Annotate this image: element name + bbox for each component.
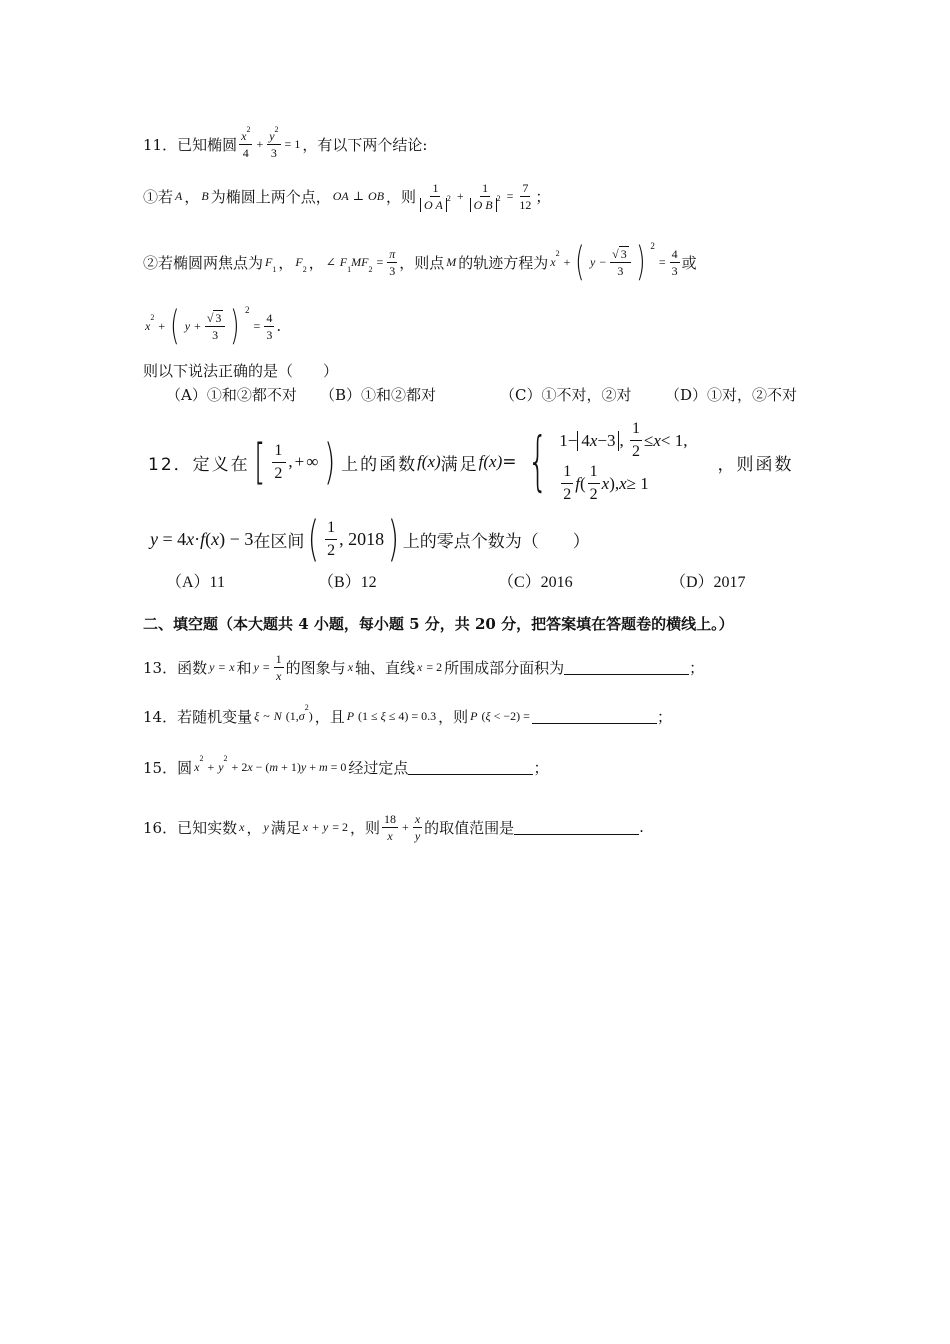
q14-t1: 若随机变量 bbox=[177, 707, 253, 726]
q13-t1: 函数 bbox=[177, 658, 208, 677]
q12-on: 上的函数 bbox=[341, 454, 418, 475]
q14-answer-blank[interactable] bbox=[532, 709, 657, 724]
q12-stem: 12．定义在 [ $\frac{1}{2}$ ,+∞ ) 上的函数 f(x) 满足 f(x) = { 1− 4x−3 , $\frac{1}{2}$ ≤ x < 1, $\frac{1}{2}$ f ( $\frac{1}{2}$ x ), x ≥ 1 ，则函数 bbox=[148, 420, 794, 503]
q15-number: 15． bbox=[143, 758, 178, 777]
q12-option-a: （A）11 bbox=[166, 574, 225, 591]
q16: 16． 已知实数 x ， y 满足 x + y = 2 ，则 $\frac{18}{x}$ + $\frac{x}{y}$ 的取值范围是 . bbox=[143, 811, 644, 843]
q12-stem-cont: y = 4x·f(x) − 3 在区间 ( $\frac{1}{2}$ , 2018 ) 上的零点个数为（ ） bbox=[150, 511, 590, 567]
fraction-sqrt3-3: $\frac{√ 3}{3}$ bbox=[610, 247, 631, 278]
q11-question-text: 则以下说法正确的是（ ） bbox=[143, 361, 339, 380]
fraction-7-12: $\frac{7}{12}$ bbox=[519, 180, 532, 212]
q15-t2: 经过定点 bbox=[348, 758, 409, 777]
fraction-pi-3: $\frac{\pi}{3}$ bbox=[389, 246, 396, 278]
q12-option-d: （D）2017 bbox=[670, 574, 746, 591]
fraction-1-oa2: $\frac{1}{O A ^2}$ bbox=[418, 181, 453, 212]
q16-answer-blank[interactable] bbox=[514, 820, 639, 835]
fraction-1-ob2: $\frac{1}{O B ^2}$ bbox=[468, 181, 503, 212]
q12-then: ，则函数 bbox=[717, 454, 794, 475]
q12-satisfies: 满足 bbox=[440, 454, 479, 475]
q11-option-d: （D）①对，②不对 bbox=[665, 386, 798, 404]
q11-claim2-mid: ，则点 bbox=[399, 253, 445, 272]
q13-axis: 轴、直线 bbox=[355, 658, 416, 677]
fraction-x-y: $\frac{x}{y}$ bbox=[414, 811, 421, 843]
q14-t2: ，且 bbox=[314, 707, 345, 726]
q11-stem-prefix: 已知椭圆 bbox=[177, 135, 238, 154]
q16-t1: 已知实数 bbox=[177, 818, 238, 837]
q16-t3: ，则 bbox=[350, 818, 381, 837]
q11-claim2-suffix: 的轨迹方程为 bbox=[458, 253, 549, 272]
q13-and: 和 bbox=[236, 658, 252, 677]
q14-number: 14． bbox=[143, 707, 178, 726]
q12-zeros: 在区间 bbox=[253, 531, 305, 552]
q15-t1: 圆 bbox=[177, 758, 193, 777]
q13-t2: 的图象与 bbox=[285, 658, 346, 677]
q16-number: 16． bbox=[143, 818, 178, 837]
fraction-18-x: $\frac{18}{x}$ bbox=[384, 811, 397, 843]
fraction-1-x: $\frac{1}{x}$ bbox=[275, 651, 282, 683]
q11-claim2-prefix: ②若椭圆两焦点为 bbox=[143, 253, 264, 272]
fraction-sqrt3-3-b: $\frac{√ 3}{3}$ bbox=[205, 311, 226, 342]
q11-number: 11． bbox=[143, 135, 178, 154]
fraction-4-3-b: $\frac{4}{3}$ bbox=[266, 310, 273, 342]
fraction-y2-3: $\frac{y^2}{3}$ bbox=[269, 124, 279, 160]
q11-claim-1: ①若 A ， B 为椭圆上两个点， OA ⊥ OB ，则 $\frac{1}{O A ^2}$ + $\frac{1}{O B ^2}$ = $\frac{7}{12}$ ； bbox=[143, 180, 551, 212]
q14-t3: ，则 bbox=[438, 707, 469, 726]
q12-option-c: （C）2016 bbox=[498, 574, 573, 591]
q11-option-a: （A）①和②都不对 bbox=[166, 386, 297, 404]
q13-end: ； bbox=[689, 658, 705, 677]
fraction-half-b: $\frac{1}{2}$ bbox=[327, 518, 336, 559]
section2-title: 二、填空题（本大题共 4 小题，每小题 5 分，共 20 分，把答案填在答题卷的横线上。） bbox=[143, 614, 734, 633]
q11-option-b: （B）①和②都对 bbox=[320, 386, 437, 404]
q11-claim1-prefix: ①若 bbox=[143, 187, 174, 206]
q11-stem-suffix: ，有以下两个结论: bbox=[302, 135, 428, 154]
q11-option-c: （C）①不对，②对 bbox=[500, 386, 632, 404]
q11-claim1-mid: 为椭圆上两个点， bbox=[210, 187, 331, 206]
q13: 13． 函数 y = x 和 y = $\frac{1}{x}$ 的图象与 x 轴、直线 x = 2 所围成部分面积为 ； bbox=[143, 651, 705, 683]
q16-end: . bbox=[639, 818, 644, 836]
q15: 15． 圆 $x^2$ + $y^2$ + 2x − (m + 1)y + m = 0 经过定点 ； bbox=[143, 753, 549, 777]
q16-t2: 满足 bbox=[270, 818, 301, 837]
q12-count: 上的零点个数为（ ） bbox=[402, 531, 590, 552]
q13-number: 13． bbox=[143, 658, 178, 677]
q16-t4: 的取值范围是 bbox=[424, 818, 515, 837]
q11-claim1-then: ，则 bbox=[386, 187, 417, 206]
q12-option-b: （B）12 bbox=[318, 574, 377, 591]
fraction-half: $\frac{1}{2}$ bbox=[274, 441, 285, 482]
q11-or: 或 bbox=[681, 253, 697, 272]
q14-end: ； bbox=[656, 707, 672, 726]
q15-end: ； bbox=[533, 758, 549, 777]
q11-claim-2: ②若椭圆两焦点为 $F_1$ ， $F_2$ ， ∠ $F_1MF_2$ = $\frac{\pi}{3}$ ，则点 M 的轨迹方程为 $x^2$ + ( y − $\frac{√ 3}{3}$ ) 2 = $\frac{4}{3}$ 或 bbox=[143, 239, 697, 285]
fraction-x2-4: $\frac{x^2}{4}$ bbox=[241, 124, 251, 160]
fraction-4-3: $\frac{4}{3}$ bbox=[671, 246, 678, 278]
q15-answer-blank[interactable] bbox=[408, 760, 533, 775]
q13-answer-blank[interactable] bbox=[564, 660, 689, 675]
q14: 14． 若随机变量 ξ ~ N $(1,\sigma^2)$ ，且 P (1 ≤ ξ ≤ 4) = 0.3 ，则 P (ξ < −2) = ； bbox=[143, 702, 672, 726]
q12-number: 12．定义在 bbox=[148, 454, 250, 475]
q11-claim-2-cont: $x^2$ + ( y + $\frac{√ 3}{3}$ ) 2 = $\frac{4}{3}$ . bbox=[145, 303, 282, 349]
q13-t3: 所围成部分面积为 bbox=[444, 658, 565, 677]
q11-stem: 11． 已知椭圆 $\frac{x^2}{4}$ + $\frac{y^2}{3}$ = 1 ，有以下两个结论: bbox=[143, 124, 428, 160]
piecewise-cases: 1− 4x−3 , $\frac{1}{2}$ ≤ x < 1, $\frac{1}{2}$ f ( $\frac{1}{2}$ x ), x ≥ 1 bbox=[559, 420, 688, 503]
q11-question bbox=[143, 360, 338, 380]
